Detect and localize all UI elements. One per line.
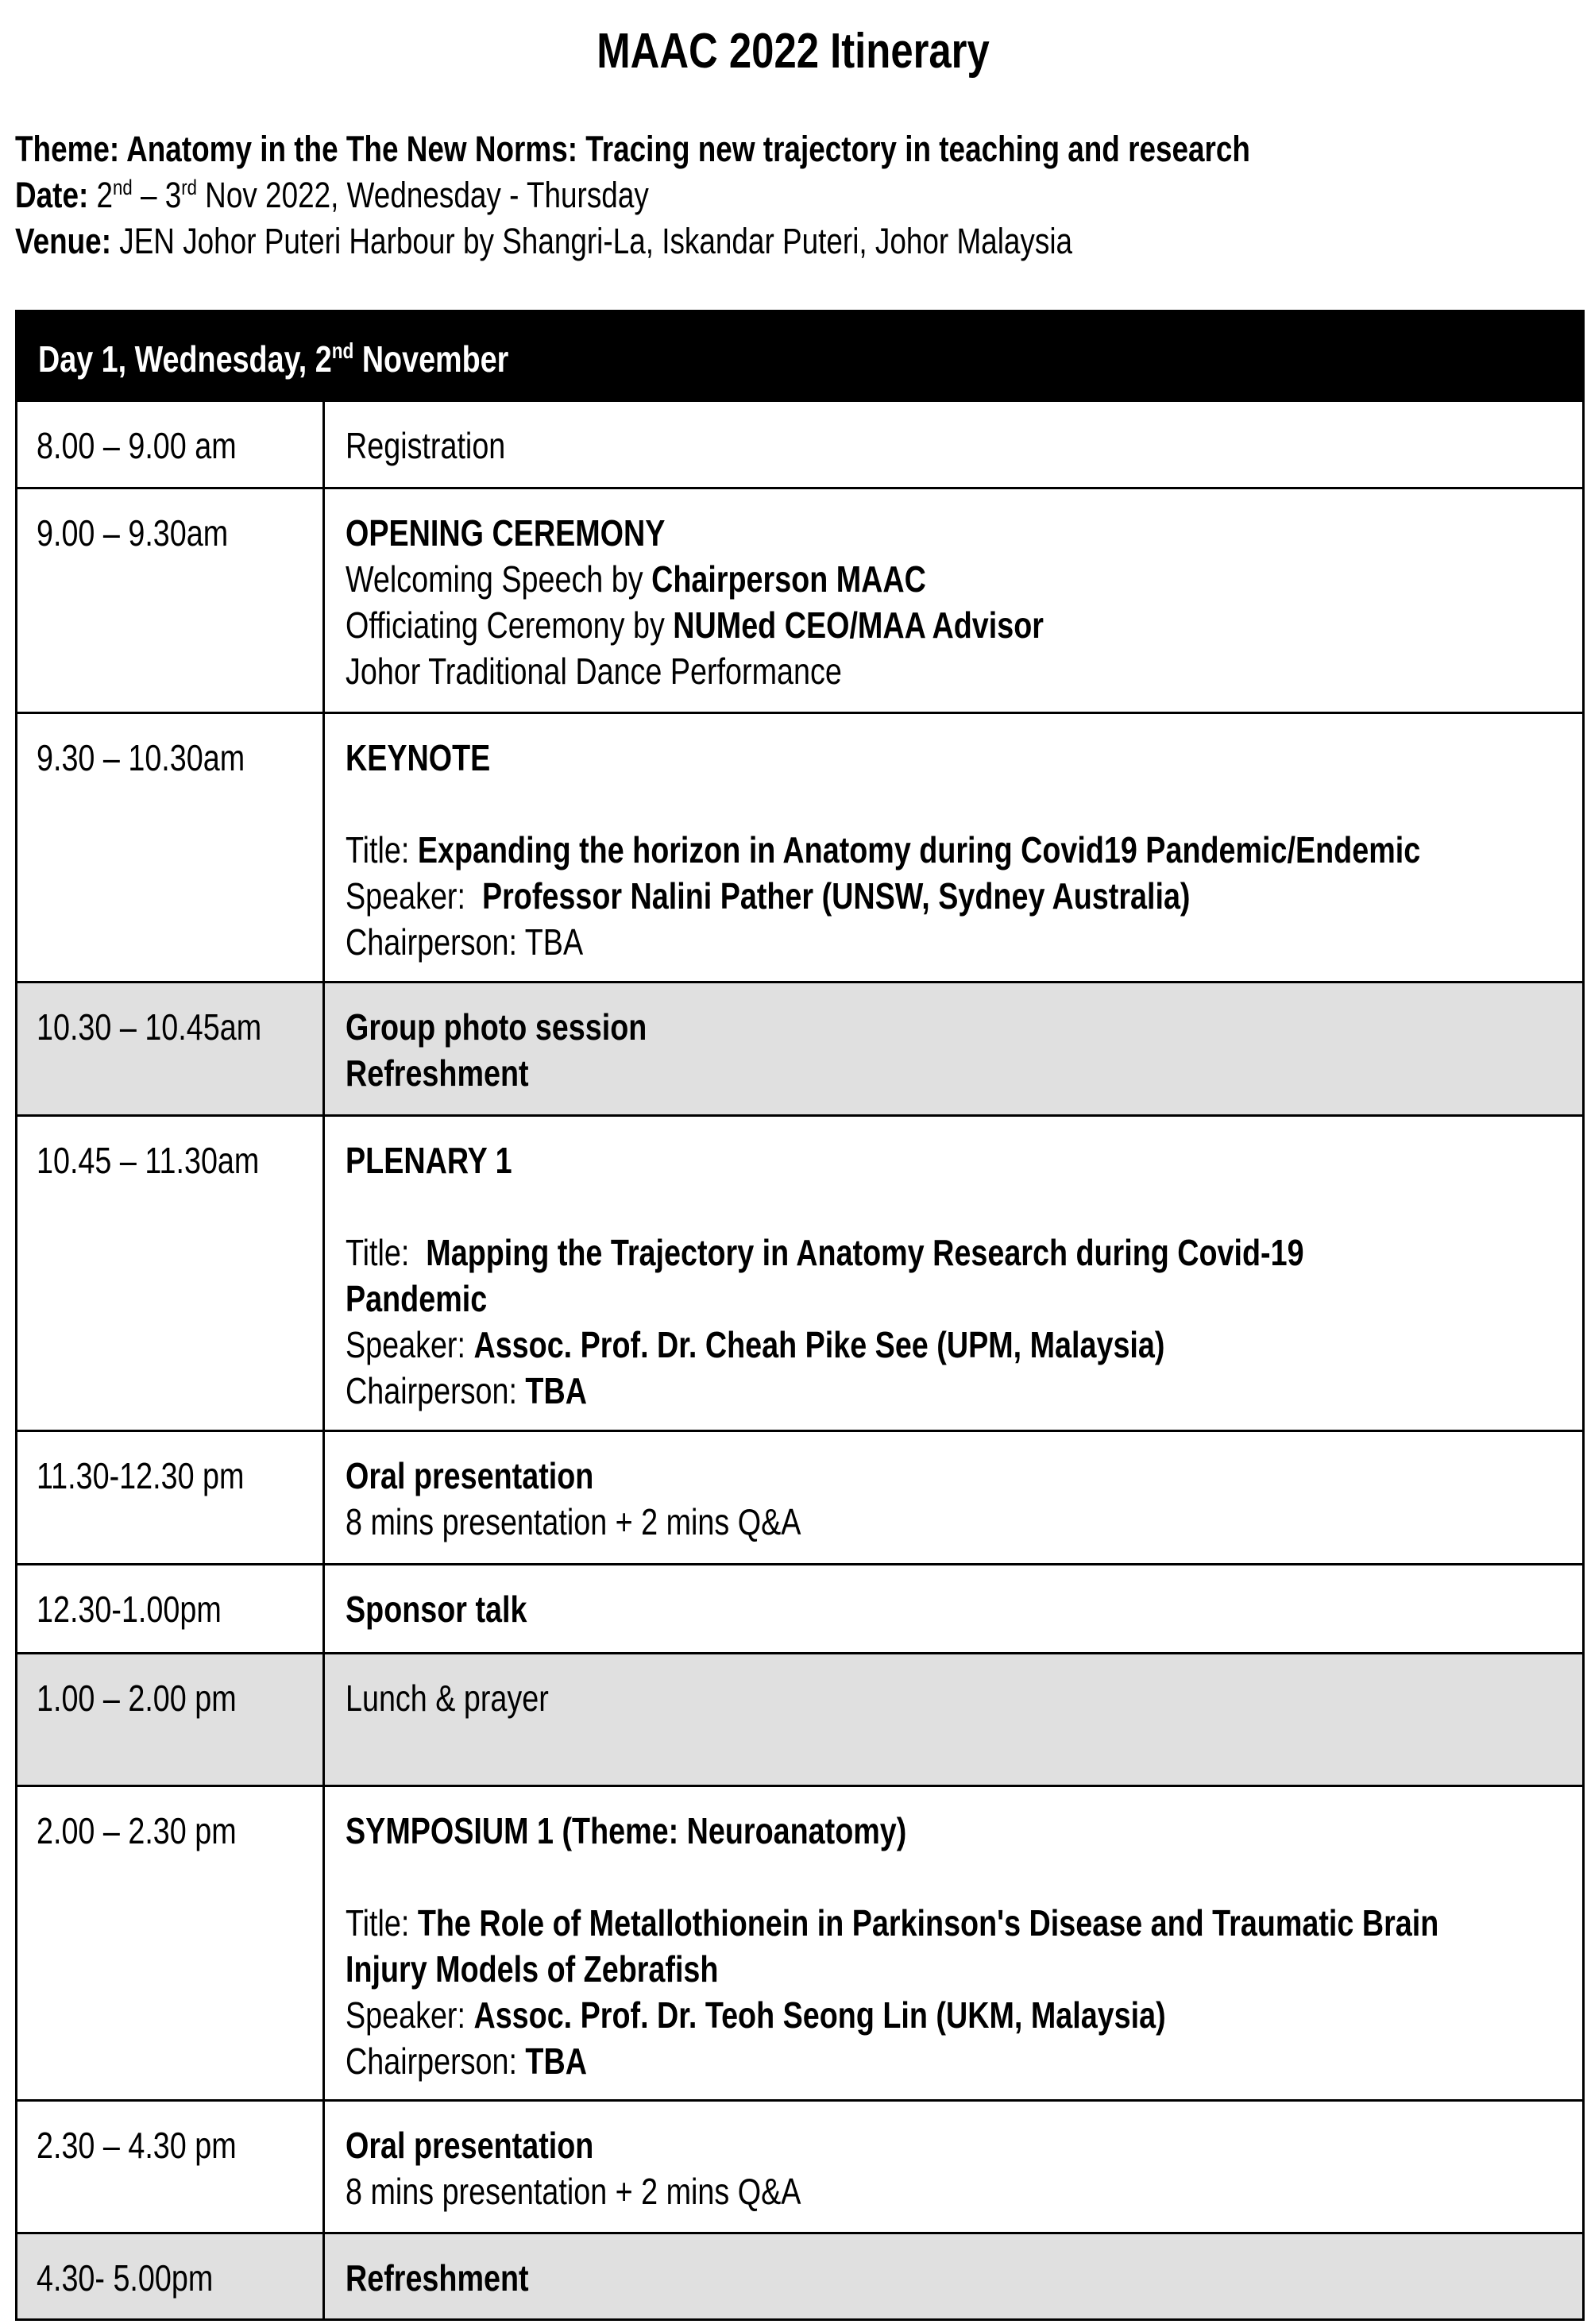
time-text: 1.00 – 2.00 pm <box>37 1677 237 1719</box>
bold-text: Expanding the horizon in Anatomy during Covid19 Pandemic/Endemic <box>417 829 1421 871</box>
schedule-row <box>17 1785 1582 2099</box>
time-text: 10.45 – 11.30am <box>37 1140 260 1181</box>
date-label: Date: <box>15 175 89 215</box>
description-cell <box>325 402 1582 487</box>
description-line <box>346 1854 1582 1900</box>
description-line <box>346 648 1582 694</box>
time-cell <box>17 2234 325 2318</box>
day-header-pre: Day 1, Wednesday, 2 <box>38 338 332 380</box>
description-line <box>346 919 1582 965</box>
description-line <box>346 1137 1582 1183</box>
description-line <box>346 1050 1582 1096</box>
venue-line <box>15 218 1587 264</box>
bold-text: Refreshment <box>346 2257 529 2299</box>
date-end-suffix: rd <box>181 175 197 199</box>
text: Johor Traditional Dance Performance <box>346 650 842 692</box>
description-cell <box>325 714 1582 981</box>
schedule-row <box>17 1430 1582 1563</box>
bold-text: TBA <box>525 1370 587 1411</box>
time-cell <box>17 983 325 1114</box>
bold-text: PLENARY 1 <box>346 1140 512 1181</box>
description-line <box>346 510 1582 556</box>
schedule-row <box>17 981 1582 1114</box>
text: Title: <box>346 829 418 871</box>
bold-text: Sponsor talk <box>346 1589 527 1630</box>
schedule-row <box>17 1652 1582 1785</box>
text: Speaker: <box>346 1994 474 2036</box>
text: Chairperson: <box>346 1370 526 1411</box>
time-text: 8.00 – 9.00 am <box>37 425 237 466</box>
description-line <box>346 1004 1582 1050</box>
venue-label: Venue: <box>15 221 111 261</box>
bold-text: Pandemic <box>346 1278 488 1319</box>
time-text: 10.30 – 10.45am <box>37 1006 262 1048</box>
time-text: 4.30- 5.00pm <box>37 2257 214 2299</box>
text: 8 mins presentation + 2 mins Q&A <box>346 2171 801 2212</box>
text: Registration <box>346 425 506 466</box>
time-cell <box>17 1787 325 2099</box>
description-cell <box>325 1432 1582 1563</box>
description-line <box>346 2122 1582 2168</box>
schedule-row <box>17 400 1582 487</box>
description-line <box>346 1322 1582 1368</box>
title-text: MAAC 2022 Itinerary <box>597 24 990 79</box>
description-line <box>346 2255 1582 2301</box>
description-cell <box>325 983 1582 1114</box>
description-line <box>346 423 1582 469</box>
description-cell <box>325 2234 1582 2318</box>
page-title <box>0 24 1587 79</box>
schedule-row <box>17 1563 1582 1652</box>
bold-text: Assoc. Prof. Dr. Cheah Pike See (UPM, Malaysia) <box>473 1324 1165 1365</box>
bold-text: TBA <box>525 2040 587 2082</box>
time-text: 9.00 – 9.30am <box>37 512 229 554</box>
description-line <box>346 2168 1582 2214</box>
text: Speaker: <box>346 875 482 917</box>
itinerary-table <box>15 310 1585 2321</box>
bold-text: Professor Nalini Pather (UNSW, Sydney Australia) <box>481 875 1191 917</box>
theme-label: Theme: <box>15 129 120 169</box>
description-line <box>346 1675 1582 1721</box>
date-start-suffix: nd <box>113 175 133 199</box>
day-header-suffix: nd <box>331 338 354 364</box>
time-text: 2.30 – 4.30 pm <box>37 2125 237 2166</box>
text: 8 mins presentation + 2 mins Q&A <box>346 1501 801 1542</box>
text: Chairperson: <box>346 2040 526 2082</box>
text: Lunch & prayer <box>346 1677 549 1719</box>
description-line <box>346 873 1582 919</box>
description-line <box>346 2038 1582 2084</box>
description-line <box>346 1453 1582 1499</box>
description-line <box>346 1230 1582 1276</box>
description-line <box>346 1946 1582 1992</box>
day-header <box>17 312 1582 400</box>
bold-text: Oral presentation <box>346 1455 594 1496</box>
date-start: 2 <box>88 175 114 215</box>
description-line <box>346 602 1582 648</box>
bold-text: NUMed CEO/MAA Advisor <box>673 604 1044 646</box>
theme-line <box>15 126 1587 172</box>
description-line <box>346 1368 1582 1414</box>
description-cell <box>325 1787 1582 2099</box>
description-line <box>346 1992 1582 2038</box>
time-cell <box>17 1654 325 1785</box>
schedule-row <box>17 2099 1582 2232</box>
theme-value: Anatomy in the The New Norms: Tracing new trajectory in teaching and research <box>119 129 1250 169</box>
description-line <box>346 1808 1582 1854</box>
schedule-row <box>17 712 1582 981</box>
description-line <box>346 1900 1582 1946</box>
bold-text: Group photo session <box>346 1006 647 1048</box>
bold-text: SYMPOSIUM 1 (Theme: Neuroanatomy) <box>346 1810 907 1851</box>
text: Title: <box>346 1902 418 1944</box>
text: Welcoming Speech by <box>346 558 652 600</box>
bold-text: KEYNOTE <box>346 737 491 778</box>
description-line <box>346 781 1582 827</box>
description-line <box>346 1586 1582 1632</box>
time-text: 12.30-1.00pm <box>37 1589 222 1630</box>
time-text: 2.00 – 2.30 pm <box>37 1810 237 1851</box>
description-cell <box>325 1654 1582 1785</box>
description-cell <box>325 1117 1582 1430</box>
text: Speaker: <box>346 1324 474 1365</box>
bold-text: Assoc. Prof. Dr. Teoh Seong Lin (UKM, Malaysia) <box>473 1994 1166 2036</box>
day-header-post: November <box>353 338 509 380</box>
time-cell <box>17 489 325 712</box>
schedule-row <box>17 487 1582 712</box>
description-cell <box>325 489 1582 712</box>
text: Chairperson: TBA <box>346 921 584 963</box>
description-line <box>346 1276 1582 1322</box>
description-cell <box>325 2102 1582 2232</box>
schedule-row <box>17 2232 1582 2318</box>
text: Title: <box>346 1232 427 1273</box>
bold-text: Injury Models of Zebrafish <box>346 1948 719 1990</box>
description-cell <box>325 1565 1582 1652</box>
description-line <box>346 1499 1582 1545</box>
bold-text: Mapping the Trajectory in Anatomy Research during Covid-19 <box>426 1232 1304 1273</box>
schedule-row <box>17 1114 1582 1430</box>
time-cell <box>17 714 325 981</box>
bold-text: Refreshment <box>346 1052 529 1094</box>
bold-text: Oral presentation <box>346 2125 594 2166</box>
venue-value: JEN Johor Puteri Harbour by Shangri-La, Iskandar Puteri, Johor Malaysia <box>110 221 1073 261</box>
description-line <box>346 1183 1582 1230</box>
time-cell <box>17 1432 325 1563</box>
time-cell <box>17 1565 325 1652</box>
time-cell <box>17 1117 325 1430</box>
date-rest: Nov 2022, Wednesday - Thursday <box>196 175 649 215</box>
bold-text: OPENING CEREMONY <box>346 512 666 554</box>
bold-text: The Role of Metallothionein in Parkinson's Disease and Traumatic Brain <box>417 1902 1439 1944</box>
date-line <box>15 172 1587 223</box>
time-cell <box>17 402 325 487</box>
time-cell <box>17 2102 325 2232</box>
description-line <box>346 556 1582 602</box>
time-text: 11.30-12.30 pm <box>37 1455 245 1496</box>
description-line <box>346 735 1582 781</box>
time-text: 9.30 – 10.30am <box>37 737 245 778</box>
date-end: – 3 <box>132 175 182 215</box>
text: Officiating Ceremony by <box>346 604 674 646</box>
bold-text: Chairperson MAAC <box>651 558 926 600</box>
description-line <box>346 827 1582 873</box>
